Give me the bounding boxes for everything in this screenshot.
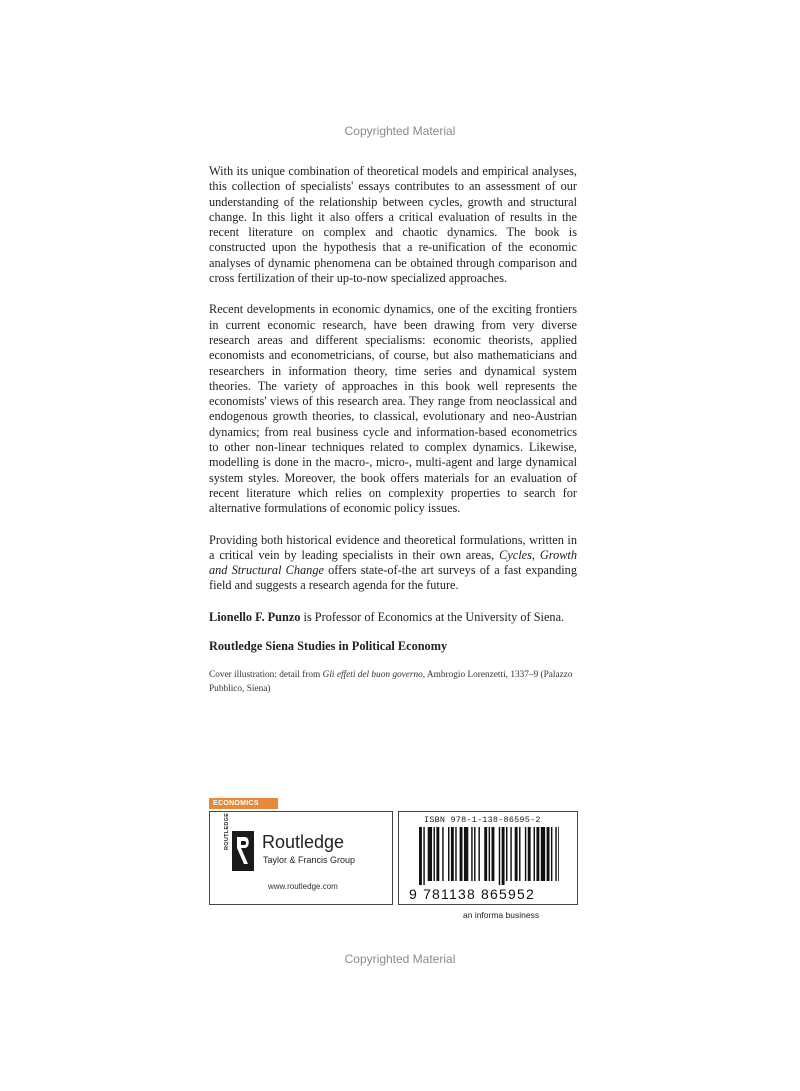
subject-tag: ECONOMICS: [209, 798, 278, 809]
barcode-bar: [474, 827, 475, 881]
barcode-bar: [464, 827, 468, 881]
barcode-bar: [448, 827, 449, 881]
author-bio: [209, 610, 577, 625]
blurb-paragraph-1: With its unique combination of theoretical models and empirical analyses, this collection of specialists' essays contributes to an assessment of our understanding of the relationship between cycles, growth and structural change. In this light it also offers a critical evaluation of results in the recent literature on complex and chaotic dynamics. The book is constructed upon the hypothesis that a re-unification of the economic analyses of dynamic phenomena can be obtained through comparison and cross fertilization of their up-to-now specialized approaches.: [209, 164, 577, 286]
barcode-bar: [434, 827, 435, 881]
barcode-bar: [547, 827, 550, 881]
logo-vertical-text: ROUTLEDGE: [224, 812, 230, 850]
barcode-bar: [515, 827, 518, 881]
para3-text-end: offers state-of-the art surveys of a fast expanding field and suggests a research agenda for the future.: [209, 563, 577, 593]
barcode-bar: [471, 827, 472, 881]
publisher-group: Taylor & Francis Group: [263, 855, 356, 865]
informa-tagline: an informa business: [463, 910, 540, 920]
barcode-bar: [442, 827, 443, 881]
barcode-icon: [419, 827, 559, 885]
barcode-bar: [536, 827, 539, 881]
cover-credit-start: Cover illustration: detail from: [209, 670, 323, 681]
barcode-bar: [455, 827, 456, 881]
barcode-bar: [502, 827, 505, 885]
cover-illustration-credit: [209, 668, 577, 696]
publisher-name: Routledge: [262, 832, 345, 852]
barcode-bar: [534, 827, 535, 881]
cover-credit-end: , Ambrogio Lorenzetti, 1337–9 (Palazzo Pubblico, Siena): [209, 670, 573, 695]
barcode-bar: [436, 827, 439, 881]
publisher-url[interactable]: www.routledge.com: [268, 882, 338, 891]
barcode-bar: [492, 827, 495, 881]
barcode-bar: [551, 827, 552, 881]
barcode-bar: [528, 827, 531, 881]
barcode-digits: 9 781138 865952: [409, 886, 535, 902]
barcode-bar: [460, 827, 463, 881]
barcode-bar: [419, 827, 422, 885]
author-name: Lionello F. Punzo: [209, 609, 301, 624]
barcode-bar: [423, 827, 424, 885]
copyright-watermark-bottom: Copyrighted Material: [344, 952, 456, 966]
barcode-bar: [555, 827, 556, 881]
back-cover-text: [209, 164, 577, 696]
blurb-paragraph-3: [209, 533, 577, 594]
barcode-bar: [499, 827, 500, 885]
para3-text-start: Providing both historical evidence and theoretical formulations, written in a critical vein by leading specialists in their own areas,: [209, 532, 577, 562]
barcode-bar: [525, 827, 526, 881]
publisher-box: [209, 811, 393, 905]
barcode-bar: [489, 827, 490, 881]
author-bio-text: is Professor of Economics at the University of Siena.: [300, 609, 565, 624]
barcode-box: [398, 811, 578, 905]
copyright-watermark-top: Copyrighted Material: [344, 124, 456, 138]
book-title-italic: Cycles, Growth and Structural Change: [209, 547, 577, 578]
barcode-bar: [558, 827, 559, 881]
blurb-paragraph-2: Recent developments in economic dynamics, one of the exciting frontiers in current economic research, have been drawing from very diverse research areas and different specialisms: economic theorists, applied economists and econometricians, of course, but also mathematicians and researchers in information theory, time series and dynamical system theories. The variety of approaches in this book well represents the economists' views of this research area. They range from neoclassical and endogenous growth theories, to classical, evolutionary and neo-Austrian dynamics; from real business cycle and information-based econometrics to other non-linear techniques related to complex dynamics. Likewise, modelling is done in the macro-, micro-, multi-agent and large dynamical system styles. Moreover, the book offers materials for an evaluation of recent literature which relies on complexity properties to search for alternative formulations of economic policy issues.: [209, 302, 577, 516]
barcode-bar: [478, 827, 479, 881]
routledge-logo-icon: [232, 831, 254, 871]
barcode-bar: [541, 827, 545, 881]
cover-artwork-title: Gli effeti del buon governo: [322, 670, 423, 681]
barcode-bar: [428, 827, 432, 881]
barcode-bar: [506, 827, 507, 881]
barcode-bar: [451, 827, 454, 881]
series-title: Routledge Siena Studies in Political Economy: [209, 639, 448, 654]
barcode-bar: [519, 827, 520, 881]
isbn-label: ISBN 978-1-138-86595-2: [424, 815, 541, 825]
barcode-bar: [484, 827, 487, 881]
barcode-bar: [510, 827, 511, 881]
